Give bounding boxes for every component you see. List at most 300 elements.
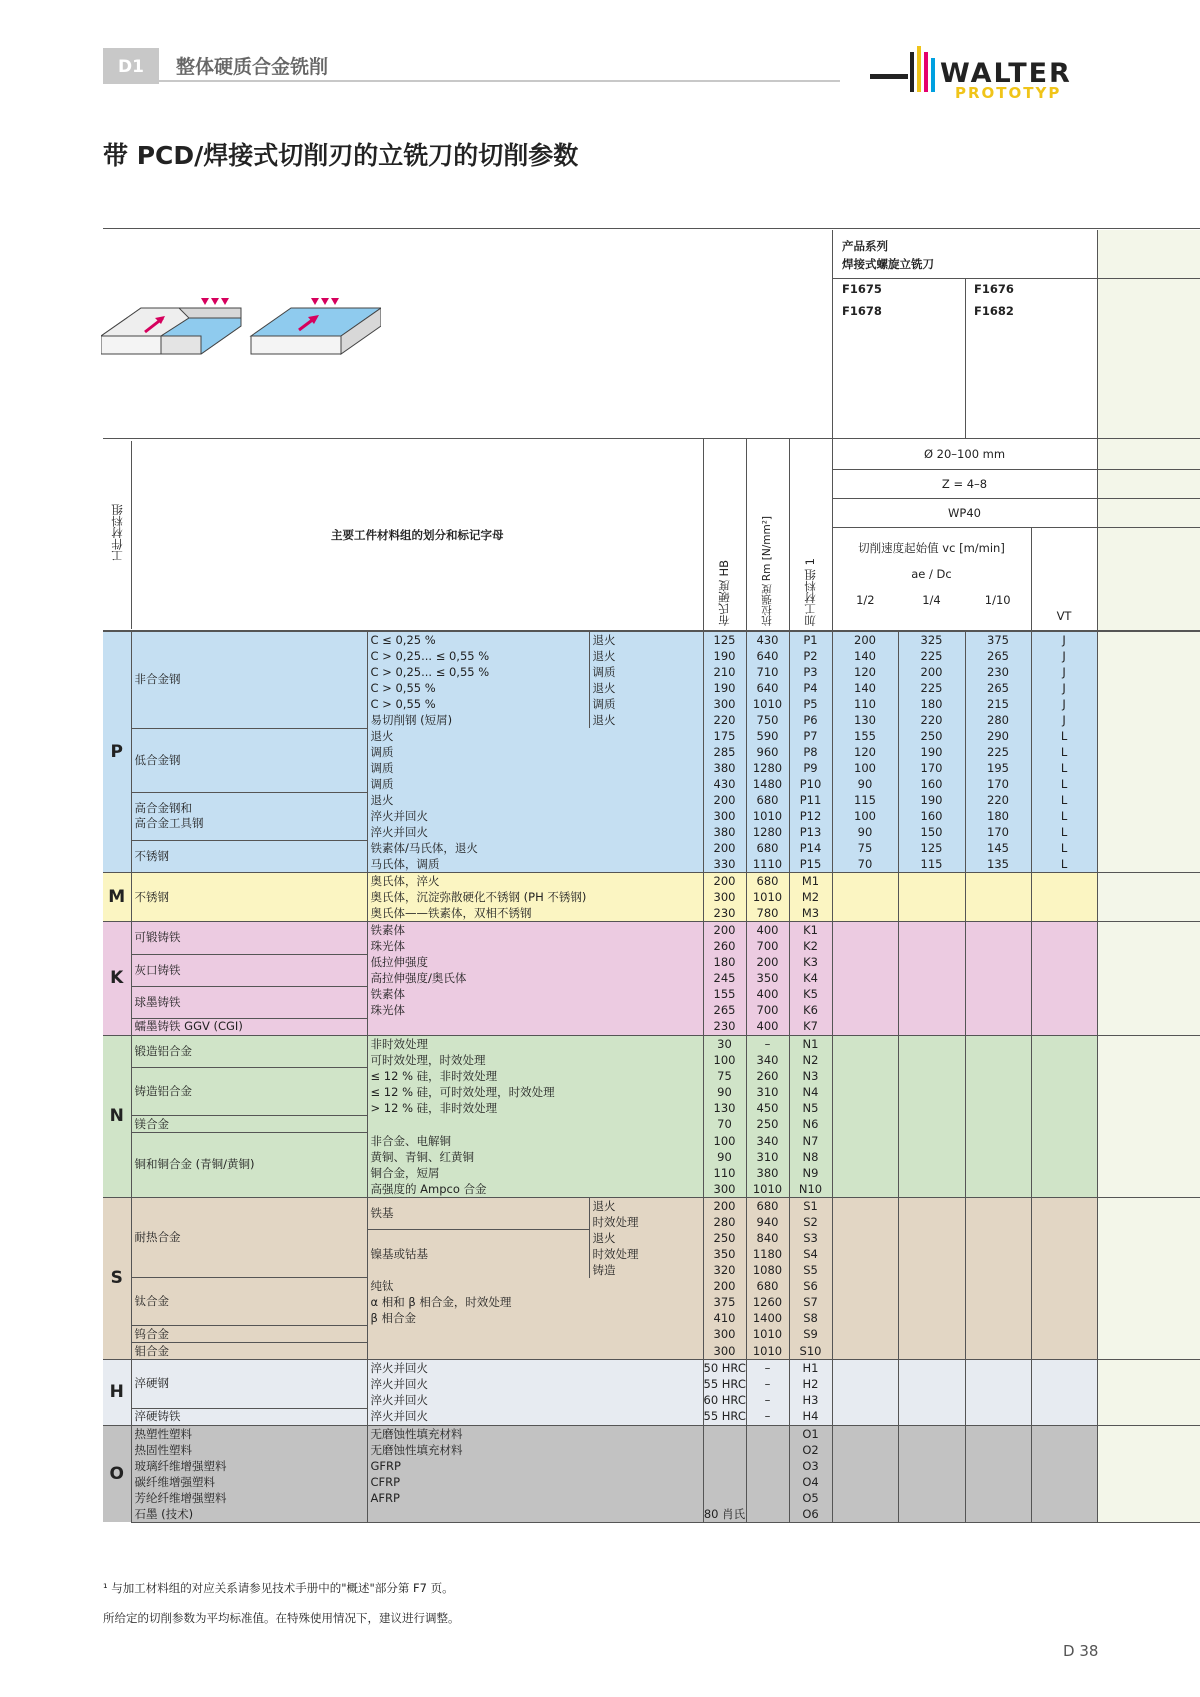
- material-code: H1: [789, 1360, 832, 1377]
- material-row: [103, 1408, 1200, 1425]
- logo-bar-dark: [870, 74, 908, 79]
- material-subgroup: 不锈钢: [131, 873, 367, 922]
- cutting-speed-value: [965, 1425, 1031, 1442]
- vt-value: [1031, 1002, 1097, 1018]
- product-extra-cell: [1097, 696, 1200, 712]
- cutting-speed-value: [965, 1116, 1031, 1133]
- tensile-value: 1010: [746, 1326, 789, 1343]
- material-code: N4: [789, 1084, 832, 1100]
- hardness-value: 55 HRC: [703, 1377, 746, 1391]
- heat-treatment: 退火: [589, 1230, 703, 1246]
- hardness-value: 200: [703, 922, 746, 939]
- material-code: S9: [789, 1326, 832, 1343]
- product-extra-cell: [1097, 1474, 1200, 1490]
- material-code: K3: [789, 954, 832, 970]
- cutting-speed-value: [898, 889, 965, 905]
- cutting-speed-value: [898, 1425, 965, 1442]
- hardness-value: 250: [703, 1230, 746, 1246]
- cutting-speed-value: 160: [898, 776, 965, 792]
- vt-value: J: [1031, 664, 1097, 680]
- material-condition: 镍基或钴基: [367, 1230, 589, 1278]
- product-extra-cell: [1097, 1197, 1200, 1214]
- footnote-2: 所给定的切削参数为平均标准值。在特殊使用情况下，建议进行调整。: [103, 1611, 460, 1625]
- material-code: N8: [789, 1149, 832, 1165]
- hardness-value: 175: [703, 728, 746, 744]
- tensile-value: 1010: [746, 696, 789, 712]
- material-code: K1: [789, 922, 832, 939]
- material-code: S7: [789, 1294, 832, 1310]
- milling-operation-illustration: [101, 296, 381, 376]
- material-condition: 淬火并回火: [367, 808, 703, 824]
- cutting-speed-value: 290: [965, 728, 1031, 744]
- cutting-speed-value: [832, 1100, 898, 1116]
- cutting-speed-value: 110: [832, 696, 898, 712]
- material-code: H2: [789, 1376, 832, 1392]
- cutting-speed-value: 135: [965, 856, 1031, 873]
- material-row: [103, 1360, 1200, 1377]
- tensile-value: 260: [746, 1068, 789, 1084]
- cutting-speed-value: [898, 1246, 965, 1262]
- cutting-speed-value: [965, 938, 1031, 954]
- product-extra-cell: [1097, 1002, 1200, 1018]
- cutting-speed-value: [832, 1343, 898, 1360]
- material-code: S1: [789, 1197, 832, 1214]
- product-extra-cell: [1097, 728, 1200, 744]
- cutting-speed-value: [898, 1165, 965, 1181]
- vt-value: [1031, 1458, 1097, 1474]
- product-extra-cell: [1097, 938, 1200, 954]
- product-extra-cell: [1097, 954, 1200, 970]
- cutting-speed-value: [832, 1197, 898, 1214]
- vt-value: [1031, 1310, 1097, 1326]
- cutting-speed-value: [898, 1262, 965, 1278]
- tensile-value: [746, 1425, 789, 1442]
- hardness-value: 190: [703, 680, 746, 696]
- cutting-speed-value: [965, 1360, 1031, 1377]
- product-extra-cell: [1097, 1181, 1200, 1198]
- vt-value: [1031, 1326, 1097, 1343]
- cutting-speed-value: [965, 1230, 1031, 1246]
- material-code: M2: [789, 889, 832, 905]
- cutting-speed-value: [898, 1133, 965, 1149]
- vt-value: [1031, 1197, 1097, 1214]
- cutting-speed-value: [832, 1408, 898, 1425]
- group-letter-M: M: [103, 873, 131, 922]
- product-code: F1675: [842, 282, 882, 296]
- cutting-speed-value: [898, 970, 965, 986]
- header-material-code: 加工材料组 1: [803, 557, 817, 626]
- hardness-value: [703, 1425, 746, 1442]
- vt-value: [1031, 1506, 1097, 1523]
- vt-value: [1031, 1018, 1097, 1035]
- shoulder-milling-block: [101, 298, 241, 354]
- vt-value: L: [1031, 840, 1097, 856]
- cutting-speed-value: [965, 922, 1031, 939]
- cutting-speed-value: [832, 1425, 898, 1442]
- tensile-value: 250: [746, 1116, 789, 1133]
- tensile-value: 1010: [746, 808, 789, 824]
- material-condition: C > 0,55 %: [367, 696, 589, 712]
- cutting-speed-value: [965, 1458, 1031, 1474]
- material-condition: 奥氏体——铁素体，双相不锈钢: [367, 905, 703, 922]
- cutting-speed-value: [965, 1197, 1031, 1214]
- vt-value: [1031, 1052, 1097, 1068]
- material-subgroup: 钼合金: [131, 1343, 367, 1360]
- tensile-value: 940: [746, 1214, 789, 1230]
- cutting-speed-value: [898, 1278, 965, 1294]
- material-condition: [367, 1116, 703, 1133]
- material-code: O2: [789, 1442, 832, 1458]
- hardness-value: 375: [703, 1294, 746, 1310]
- cutting-speed-value: [832, 954, 898, 970]
- cutting-speed-value: [965, 1052, 1031, 1068]
- hardness-value: 125: [703, 631, 746, 648]
- material-condition: 退火: [367, 728, 703, 744]
- product-extra-cell: [1097, 1068, 1200, 1084]
- material-code: N5: [789, 1100, 832, 1116]
- product-extra-cell: [1097, 648, 1200, 664]
- tensile-value: [746, 1490, 789, 1506]
- cutting-speed-value: [898, 1018, 965, 1035]
- tensile-value: 1110: [746, 856, 789, 873]
- cutting-speed-value: [898, 1035, 965, 1052]
- cutting-speed-value: 125: [898, 840, 965, 856]
- cutting-speed-value: [965, 1490, 1031, 1506]
- vt-value: [1031, 1181, 1097, 1198]
- material-row: [103, 1197, 1200, 1214]
- cutting-speed-value: 225: [898, 680, 965, 696]
- material-code: P4: [789, 680, 832, 696]
- hardness-value: 130: [703, 1100, 746, 1116]
- hardness-value: 350: [703, 1246, 746, 1262]
- hardness-value: 260: [703, 938, 746, 954]
- cutting-speed-value: [965, 1084, 1031, 1100]
- hardness-value: 200: [703, 873, 746, 890]
- cutting-speed-value: 120: [832, 744, 898, 760]
- vt-value: [1031, 954, 1097, 970]
- tensile-value: 1080: [746, 1262, 789, 1278]
- cutting-speed-value: [898, 1084, 965, 1100]
- cutting-speed-value: 100: [832, 760, 898, 776]
- product-info-area: [832, 230, 1200, 438]
- vt-value: [1031, 1149, 1097, 1165]
- cutting-speed-value: 225: [965, 744, 1031, 760]
- cutting-speed-value: [832, 1458, 898, 1474]
- cutting-speed-value: [965, 1133, 1031, 1149]
- vt-value: [1031, 1035, 1097, 1052]
- cutting-speed-value: [832, 1442, 898, 1458]
- cutting-speed-value: [965, 1100, 1031, 1116]
- vt-value: [1031, 905, 1097, 922]
- material-code: P10: [789, 776, 832, 792]
- material-condition: 铁基: [367, 1197, 589, 1230]
- cutting-speed-value: 120: [832, 664, 898, 680]
- cutting-speed-value: 155: [832, 728, 898, 744]
- vt-value: J: [1031, 631, 1097, 648]
- hardness-value: [703, 1490, 746, 1506]
- tensile-value: 1260: [746, 1294, 789, 1310]
- tensile-value: 310: [746, 1149, 789, 1165]
- material-code: P11: [789, 792, 832, 808]
- material-row: [103, 728, 1200, 744]
- product-extra-cell: [1097, 744, 1200, 760]
- tensile-value: 380: [746, 1165, 789, 1181]
- heat-treatment: 退火: [589, 1197, 703, 1214]
- cutting-speed-value: [965, 1149, 1031, 1165]
- material-condition: > 12 % 硅，非时效处理: [367, 1100, 703, 1116]
- cutting-speed-value: [832, 1133, 898, 1149]
- tensile-value: [746, 1458, 789, 1474]
- cutting-speed-value: [898, 1052, 965, 1068]
- cutting-speed-value: [965, 1165, 1031, 1181]
- material-row: [103, 1035, 1200, 1052]
- ae-col-tenth: 1/10: [984, 593, 1011, 607]
- product-extra-column: [1097, 230, 1200, 438]
- material-row: [103, 1343, 1200, 1360]
- cutting-speed-value: 220: [965, 792, 1031, 808]
- hardness-value: 70: [703, 1116, 746, 1133]
- header-workpiece-group: 工件材料组: [109, 503, 124, 562]
- cutting-speed-value: [965, 873, 1031, 890]
- tensile-value: 400: [746, 922, 789, 939]
- material-condition: CFRP: [367, 1474, 703, 1490]
- material-row: [103, 631, 1200, 648]
- hardness-value: 280: [703, 1214, 746, 1230]
- material-row: [103, 922, 1200, 939]
- hardness-value: 265: [703, 1002, 746, 1018]
- hardness-value: 190: [703, 648, 746, 664]
- material-condition: β 相合金: [367, 1310, 703, 1326]
- product-extra-cell: [1097, 856, 1200, 873]
- heat-treatment: 调质: [589, 696, 703, 712]
- vt-value: [1031, 1474, 1097, 1490]
- hardness-value: 60 HRC: [703, 1393, 746, 1407]
- cutting-speed-value: 115: [832, 792, 898, 808]
- walter-logo: [870, 44, 1100, 104]
- cutting-speed-value: [898, 1458, 965, 1474]
- hardness-value: 200: [703, 792, 746, 808]
- tensile-value: 700: [746, 1002, 789, 1018]
- hardness-value: 30: [703, 1035, 746, 1052]
- vt-value: [1031, 1442, 1097, 1458]
- material-subgroup: 锻造铝合金: [131, 1035, 367, 1068]
- material-subgroup: 淬硬钢: [131, 1360, 367, 1409]
- vt-value: [1031, 1068, 1097, 1084]
- cutting-speed-value: [898, 938, 965, 954]
- cutting-speed-value: 265: [965, 648, 1031, 664]
- cutting-speed-value: [832, 1376, 898, 1392]
- product-extra-cell: [1097, 1052, 1200, 1068]
- vt-value: [1031, 1116, 1097, 1133]
- cutting-speed-value: [965, 1278, 1031, 1294]
- cutting-speed-value: [965, 1506, 1031, 1523]
- face-milling-block: [251, 298, 381, 354]
- material-condition: 低拉伸强度: [367, 954, 703, 970]
- material-code: P3: [789, 664, 832, 680]
- heat-treatment: 退火: [589, 680, 703, 696]
- material-subgroup: 铸造铝合金: [131, 1068, 367, 1116]
- material-condition: 高拉伸强度/奥氏体: [367, 970, 703, 986]
- cutting-speed-value: 325: [898, 631, 965, 648]
- product-extra-cell: [1097, 840, 1200, 856]
- tensile-value: 840: [746, 1230, 789, 1246]
- tensile-value: 430: [746, 631, 789, 648]
- cutting-parameters-table: [103, 438, 1200, 1523]
- cutting-speed-value: [832, 970, 898, 986]
- material-row: [103, 986, 1200, 1002]
- material-condition: [367, 1343, 703, 1360]
- product-extra-cell: [1097, 1343, 1200, 1360]
- tensile-value: 750: [746, 712, 789, 728]
- cutting-speed-value: 90: [832, 776, 898, 792]
- cutting-speed-value: [965, 1310, 1031, 1326]
- cutting-speed-value: [898, 1326, 965, 1343]
- hardness-value: 300: [703, 1326, 746, 1343]
- material-code: S5: [789, 1262, 832, 1278]
- material-condition: [367, 1018, 703, 1035]
- cutting-speed-value: [898, 1214, 965, 1230]
- material-condition: 非合金、电解铜: [367, 1133, 703, 1149]
- heat-treatment: 退火: [589, 648, 703, 664]
- cutting-speed-value: [965, 1392, 1031, 1408]
- product-extra-cell: [1097, 760, 1200, 776]
- vt-value: [1031, 1425, 1097, 1442]
- material-condition: 非时效处理: [367, 1035, 703, 1052]
- product-extra-cell: [1097, 1425, 1200, 1442]
- cutting-speed-value: [898, 905, 965, 922]
- cutting-speed-value: [832, 1294, 898, 1310]
- material-condition: 调质: [367, 776, 703, 792]
- material-subgroup: 高合金钢和 高合金工具钢: [131, 792, 367, 840]
- cutting-speed-value: [832, 1149, 898, 1165]
- logo-brand-text: WALTER: [940, 58, 1072, 89]
- cutting-speed-value: [898, 1376, 965, 1392]
- hardness-value: 380: [703, 824, 746, 840]
- product-extra-cell: [1097, 1326, 1200, 1343]
- material-condition: 铁素体: [367, 986, 703, 1002]
- material-code: N2: [789, 1052, 832, 1068]
- cutting-speed-value: 115: [898, 856, 965, 873]
- group-letter-S: S: [103, 1197, 131, 1360]
- logo-sub-text: PROTOTYP: [955, 84, 1062, 102]
- cutting-speed-value: 170: [965, 824, 1031, 840]
- product-subheading: 焊接式螺旋立铣刀: [842, 257, 934, 271]
- material-condition: C > 0,25... ≤ 0,55 %: [367, 664, 589, 680]
- material-row: [103, 873, 1200, 890]
- cutting-speed-value: [832, 1035, 898, 1052]
- cutting-speed-value: 100: [832, 808, 898, 824]
- material-subgroup: 球墨铸铁: [131, 986, 367, 1018]
- hardness-value: [703, 1474, 746, 1490]
- material-condition: GFRP: [367, 1458, 703, 1474]
- cutting-speed-value: [965, 1181, 1031, 1198]
- product-extra-cell: [1097, 1294, 1200, 1310]
- material-code: S4: [789, 1246, 832, 1262]
- material-condition: 马氏体，调质: [367, 856, 703, 873]
- cutting-speed-value: [832, 986, 898, 1002]
- hardness-value: 410: [703, 1310, 746, 1326]
- material-condition: 高强度的 Ampco 合金: [367, 1181, 703, 1198]
- material-subgroup: 钛合金: [131, 1278, 367, 1326]
- material-condition: 珠光体: [367, 938, 703, 954]
- material-row: [103, 792, 1200, 808]
- hardness-value: 75: [703, 1068, 746, 1084]
- product-extra-cell: [1097, 792, 1200, 808]
- product-extra-cell: [1097, 824, 1200, 840]
- heat-treatment: 退火: [589, 631, 703, 648]
- vt-value: [1031, 1214, 1097, 1230]
- product-extra-cell: [1097, 664, 1200, 680]
- material-row: [103, 1442, 1200, 1458]
- hardness-value: 245: [703, 970, 746, 986]
- vt-value: [1031, 1343, 1097, 1360]
- product-extra-cell: [1097, 631, 1200, 648]
- hardness-value: [703, 1442, 746, 1458]
- cutting-speed-value: [832, 1230, 898, 1246]
- material-condition: 调质: [367, 760, 703, 776]
- material-condition: 可时效处理，时效处理: [367, 1052, 703, 1068]
- material-row: [103, 1018, 1200, 1035]
- product-extra-cell: [1097, 1278, 1200, 1294]
- product-extra-cell: [1097, 712, 1200, 728]
- tensile-value: 1010: [746, 1343, 789, 1360]
- vt-value: L: [1031, 776, 1097, 792]
- material-condition: [367, 1506, 703, 1523]
- material-code: P6: [789, 712, 832, 728]
- tensile-value: 310: [746, 1084, 789, 1100]
- material-condition: 淬火并回火: [367, 1392, 703, 1408]
- material-row: [103, 1133, 1200, 1149]
- cutting-speed-value: [832, 1068, 898, 1084]
- material-code: O6: [789, 1506, 832, 1523]
- cutting-speed-value: [965, 1035, 1031, 1052]
- material-code: N7: [789, 1133, 832, 1149]
- cutting-speed-value: [898, 922, 965, 939]
- cutting-speed-value: [832, 1490, 898, 1506]
- tensile-value: 200: [746, 954, 789, 970]
- vt-value: L: [1031, 744, 1097, 760]
- cutting-speed-value: [898, 1392, 965, 1408]
- cutting-speed-value: [898, 1343, 965, 1360]
- cutting-speed-value: 375: [965, 631, 1031, 648]
- product-extra-cell: [1097, 905, 1200, 922]
- cutting-speed-value: [965, 1376, 1031, 1392]
- hardness-value: 200: [703, 840, 746, 856]
- material-condition: 铁素体: [367, 922, 703, 939]
- tensile-value: 1010: [746, 889, 789, 905]
- cutting-speed-value: [965, 1214, 1031, 1230]
- tensile-value: –: [746, 1408, 789, 1425]
- material-condition: 无磨蚀性填充材料: [367, 1425, 703, 1442]
- material-code: S8: [789, 1310, 832, 1326]
- vt-value: J: [1031, 696, 1097, 712]
- cutting-speed-value: [832, 1360, 898, 1377]
- material-condition: C > 0,25... ≤ 0,55 %: [367, 648, 589, 664]
- cutting-speed-value: [965, 954, 1031, 970]
- material-subgroup: 灰口铸铁: [131, 954, 367, 986]
- cutting-speed-value: [965, 1002, 1031, 1018]
- cutting-speed-value: 230: [965, 664, 1031, 680]
- material-code: P2: [789, 648, 832, 664]
- cutting-speed-value: [832, 938, 898, 954]
- cutting-speed-value: [965, 1343, 1031, 1360]
- material-code: P9: [789, 760, 832, 776]
- cutting-speed-value: [898, 1360, 965, 1377]
- material-condition: 奥氏体，沉淀弥散硬化不锈钢 (PH 不锈钢): [367, 889, 703, 905]
- material-code: N10: [789, 1181, 832, 1198]
- tensile-value: 680: [746, 1278, 789, 1294]
- cutting-speed-value: [832, 1165, 898, 1181]
